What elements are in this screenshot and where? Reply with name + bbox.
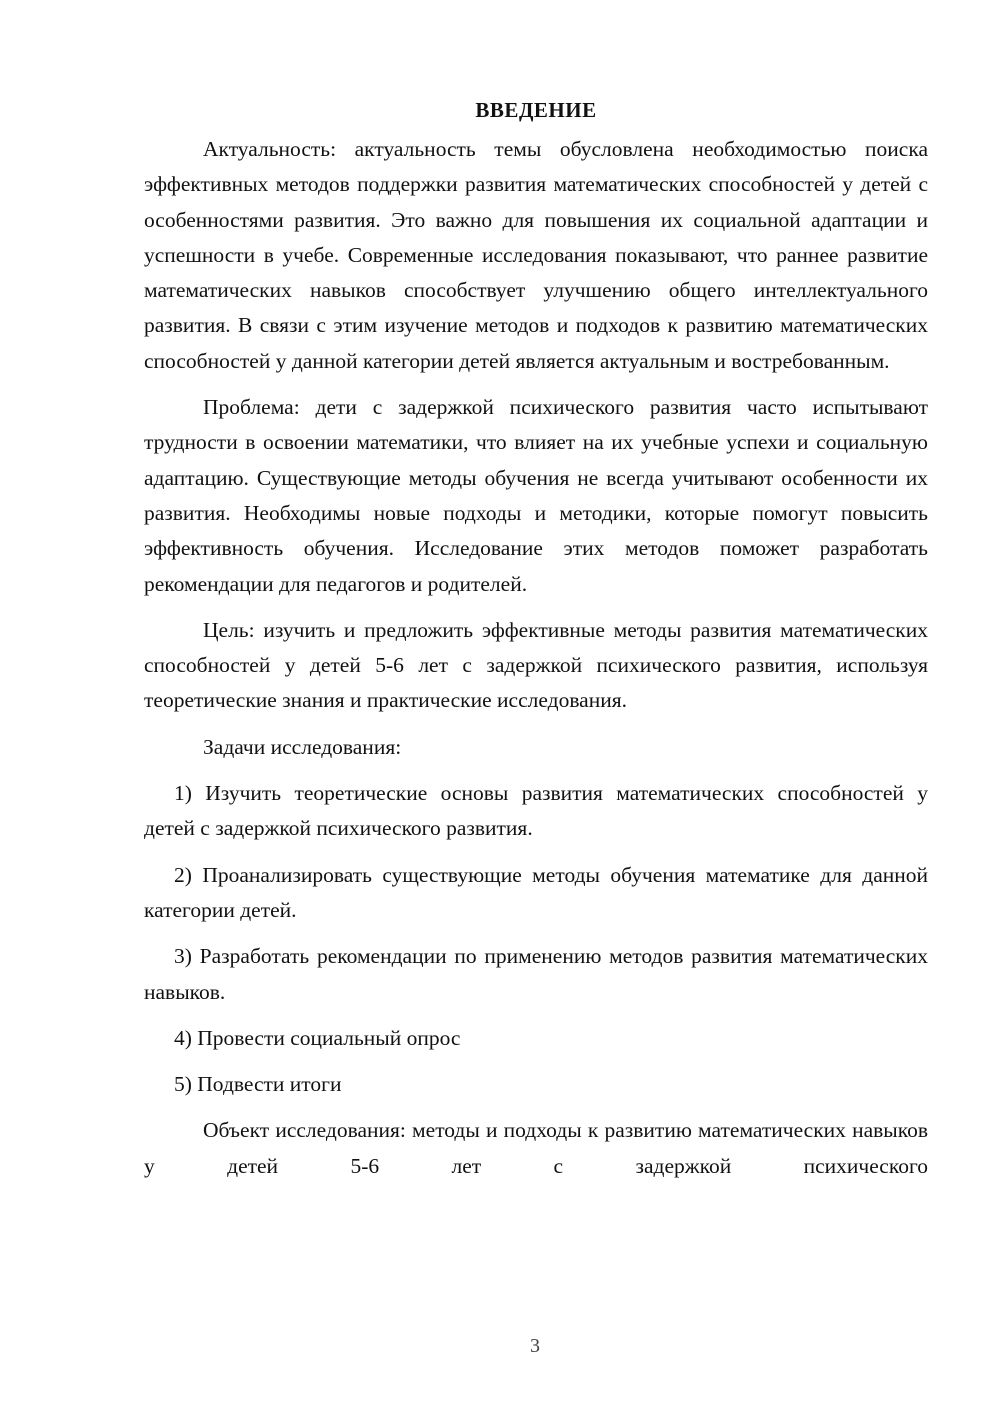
task-item-2: 2) Проанализировать существующие методы обучения математике для данной категории детей. (144, 862, 928, 922)
page-number: 3 (530, 1335, 540, 1357)
task-item-1: 1) Изучить теоретические основы развития математических способностей у детей с задержкой психического развития. (144, 781, 928, 841)
relevance-paragraph: Актуальность: актуальность темы обусловлена необходимостью поиска эффективных методов поддержки развития математических способностей у детей с особенностями развития. Это важно для повышения их социальной адаптации и успешности в учебе. Современные исследования показывают, что раннее развитие математических навыков способствует улучшению общего интеллектуального развития. В связи с этим изучение методов и подходов к развитию математических способностей у данной категории детей является актуальным и востребованным. (144, 137, 928, 373)
task-item-5: 5) Подвести итоги (174, 1072, 342, 1097)
goal-paragraph: Цель: изучить и предложить эффективные методы развития математических способностей у детей 5-6 лет с задержкой психического развития, используя теоретические знания и практические исследования. (144, 617, 928, 713)
page-content (144, 96, 928, 1184)
task-item-3: 3) Разработать рекомендации по применению методов развития математических навыков. (144, 944, 928, 1004)
problem-paragraph: Проблема: дети с задержкой психического развития часто испытывают трудности в освоении математики, что влияет на их учебные успехи и социальную адаптацию. Существующие методы обучения не всегда учитывают особенности их развития. Необходимы новые подходы и методики, которые помогут повысить эффективность обучения. Исследование этих методов поможет разработать рекомендации для педагогов и родителей. (144, 395, 928, 596)
section-heading: ВВЕДЕНИЕ (475, 98, 597, 122)
object-paragraph: Объект исследования: методы и подходы к развитию математических навыков у детей 5-6 лет с задержкой психического (144, 1118, 928, 1178)
tasks-title: Задачи исследования: (203, 734, 402, 759)
task-item-4: 4) Провести социальный опрос (174, 1025, 461, 1050)
